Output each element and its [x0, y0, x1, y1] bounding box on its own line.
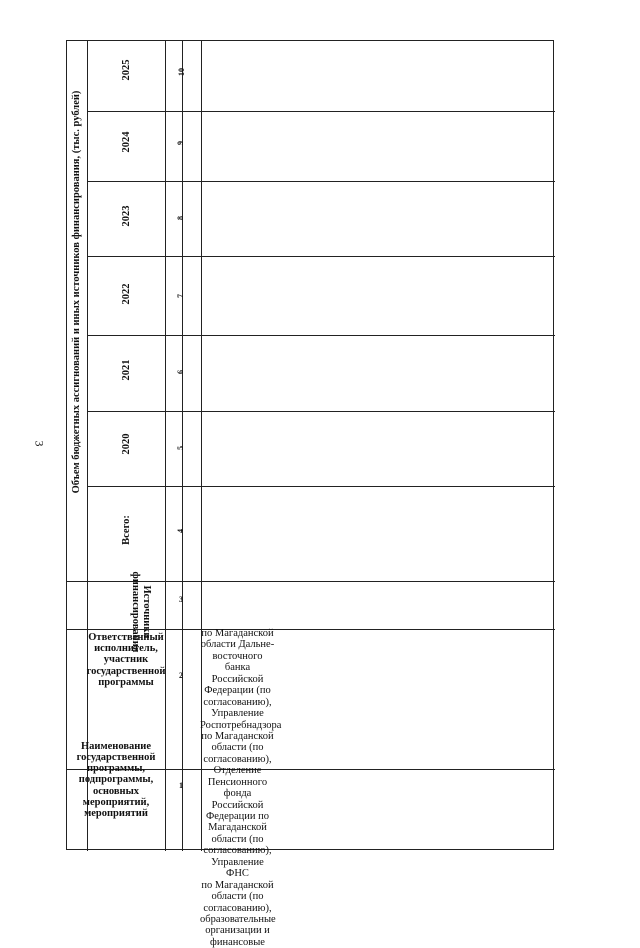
year-header-text: 2025	[121, 59, 133, 81]
executor-line: области (по	[211, 891, 264, 903]
column-number-text: 6	[175, 370, 185, 374]
column-number	[175, 366, 187, 378]
executor-line: Российской	[211, 799, 264, 811]
year-header-2023	[119, 201, 135, 231]
column-number-text: 9	[175, 141, 185, 145]
executor-line: финансовые	[210, 936, 265, 948]
executor-line: согласованию),	[203, 696, 272, 708]
column-number-text: 10	[176, 68, 186, 76]
year-header-2022	[119, 279, 135, 309]
grid-line	[87, 181, 555, 182]
grid-line	[87, 411, 555, 412]
grid-line	[165, 41, 166, 851]
group-header-text: Объем бюджетных ассигнований и иных источников финансирования, (тыс. рублей)	[71, 90, 82, 494]
year-header-text: 2023	[121, 205, 133, 227]
executor-line: организации и	[205, 925, 270, 937]
group-header	[71, 22, 85, 562]
executor-line: Пенсионного	[207, 776, 268, 788]
year-header-total	[119, 510, 135, 550]
year-header-text: 2024	[121, 131, 133, 153]
column-number-text: 7	[175, 294, 185, 298]
grid-line	[87, 486, 555, 487]
executor-line: Магаданской	[208, 822, 267, 834]
grid-line	[87, 335, 555, 336]
executor-line: Федерации по	[205, 811, 270, 822]
budget-table	[66, 40, 554, 850]
column-number	[175, 525, 187, 537]
executor-line: согласованию),	[203, 753, 272, 765]
name-header-line: программы,	[86, 763, 146, 775]
source-header-line: финансирования	[130, 571, 141, 653]
executor-line: согласованию),	[203, 902, 272, 914]
executor-line: Управление ФНС	[211, 856, 264, 880]
executor-line: согласованию),	[203, 845, 272, 857]
year-header-text: 2020	[121, 433, 133, 455]
executor-list	[200, 628, 282, 948]
name-header-line: мероприятий	[84, 807, 148, 819]
page-number: 3	[32, 440, 47, 447]
grid-line	[87, 256, 555, 257]
column-number-text: 2	[179, 670, 183, 680]
executor-line: Отделение	[213, 765, 262, 777]
executor-line: по Магаданской	[201, 730, 274, 742]
executor-line: области (по	[211, 833, 264, 845]
executor-header-line: государственной	[86, 665, 166, 677]
year-header-text: 2022	[121, 283, 133, 305]
executor-line: области (по	[211, 742, 264, 754]
column-number-text: 8	[175, 216, 185, 220]
executor-header-line: Ответственный	[88, 632, 164, 644]
executor-header-line: участник	[103, 654, 149, 666]
executor-line: фонда	[223, 788, 252, 800]
executor-line: восточного банка	[212, 650, 263, 674]
column-number	[175, 212, 187, 224]
year-header-2020	[119, 429, 135, 459]
name-header-line: Наименование	[81, 741, 151, 753]
executor-line: образовательные	[200, 913, 276, 925]
column-number	[175, 670, 187, 682]
year-header-2021	[119, 355, 135, 385]
name-header-line: основных	[92, 785, 140, 797]
name-header-line: государственной	[76, 752, 156, 764]
column-number	[175, 137, 187, 149]
name-header	[68, 738, 164, 822]
executor-line: Роспотребнадзора	[200, 719, 282, 731]
column-number	[175, 442, 187, 454]
executor-header-line: программы	[98, 676, 154, 688]
executor-line: по Магаданской	[201, 879, 274, 891]
column-number	[175, 594, 187, 606]
column-number-text: 4	[175, 529, 185, 533]
name-header-line: мероприятий,	[82, 796, 150, 808]
executor-line: области Дальне-	[200, 639, 275, 651]
executor-header-line: исполнитель,	[94, 643, 158, 655]
year-header-text: Всего:	[121, 515, 133, 545]
column-number-text: 1	[179, 780, 183, 790]
grid-line	[87, 111, 555, 112]
column-number	[175, 780, 187, 792]
year-header-text: 2021	[121, 359, 133, 381]
grid-line	[87, 41, 88, 851]
name-header-line: подпрограммы,	[78, 774, 154, 786]
executor-line: Управление	[211, 708, 264, 720]
column-number	[175, 290, 187, 302]
column-number-text: 5	[175, 446, 185, 450]
column-number	[176, 65, 188, 79]
year-header-2025	[119, 55, 135, 85]
column-number-text: 3	[179, 594, 183, 604]
year-header-2024	[119, 127, 135, 157]
executor-line: по Магаданской	[201, 628, 274, 639]
source-header-line: Источники	[141, 585, 153, 639]
executor-line: Российской	[211, 673, 264, 685]
executor-line: Федерации (по	[204, 685, 271, 697]
executor-header	[86, 630, 166, 690]
